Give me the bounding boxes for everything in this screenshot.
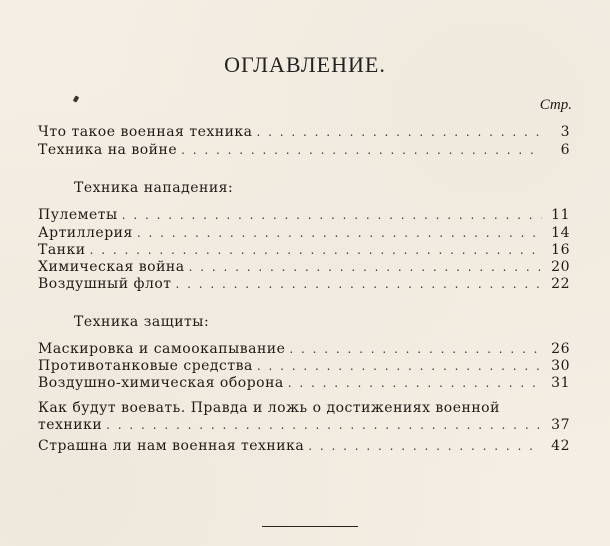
leader-dots [181,142,542,159]
toc-entry-title: Артиллерия [38,225,133,241]
toc-entry-page: 42 [551,438,570,454]
toc-entry[interactable] [38,375,570,392]
toc-entry-page: 11 [551,207,570,223]
toc-entry-page: 26 [551,341,570,357]
toc-entry-page: 20 [551,259,570,275]
bottom-divider [262,526,358,527]
leader-dots [176,276,542,293]
leader-dots [257,124,542,141]
leader-dots [106,417,542,434]
toc-entry-title: Страшна ли нам военная техника [38,438,305,454]
toc-entry-page: 14 [551,225,570,241]
toc-entry-title: Танки [38,242,86,258]
toc-entry-page: 22 [551,276,570,292]
leader-dots [308,438,542,455]
toc-entry-page: 3 [560,124,570,140]
leader-dots [257,358,542,375]
toc-entry-title: Что такое военная техника [38,124,253,140]
section-heading-attack: Техника нападения: [74,180,234,196]
toc-entry[interactable] [38,124,570,141]
ink-mark [73,95,79,102]
leader-dots [122,207,542,224]
page-column-label: Стр. [539,97,572,113]
toc-entry[interactable] [38,438,570,455]
leader-dots [289,341,542,358]
toc-entry-page: 16 [551,242,570,258]
toc-entry-page: 6 [560,142,570,158]
toc-entry[interactable] [38,417,570,434]
toc-entry[interactable] [38,207,570,224]
toc-entry-title: Воздушный флот [38,276,172,292]
section-heading-defense: Техника защиты: [74,314,210,330]
toc-entry[interactable] [38,358,570,375]
leader-dots [189,259,542,276]
toc-entry-page: 37 [551,417,570,433]
leader-dots [288,375,542,392]
leader-dots [137,225,542,242]
page-title: ОГЛАВЛЕНИЕ. [224,52,386,77]
toc-entry-page: 30 [551,358,570,374]
toc-entry-title: Воздушно-химическая оборона [38,375,284,391]
toc-entry-title-line1: Как будут воевать. Правда и ложь о достижениях военной [38,400,500,416]
toc-entry-title: Маскировка и самоокапывание [38,341,286,357]
toc-entry-title: Техника на войне [38,142,178,158]
toc-entry-title: Противотанковые средства [38,358,253,374]
leader-dots [90,242,542,259]
toc-entry[interactable] [38,276,570,293]
toc-entry-title: Пулеметы [38,207,118,223]
toc-entry[interactable] [38,142,570,159]
toc-entry-page: 31 [551,375,570,391]
toc-entry-title-line2: техники [38,417,103,433]
toc-entry[interactable] [38,341,570,358]
toc-entry[interactable] [38,242,570,259]
toc-entry[interactable] [38,259,570,276]
toc-entry-title: Химическая война [38,259,185,275]
toc-entry[interactable] [38,225,570,242]
